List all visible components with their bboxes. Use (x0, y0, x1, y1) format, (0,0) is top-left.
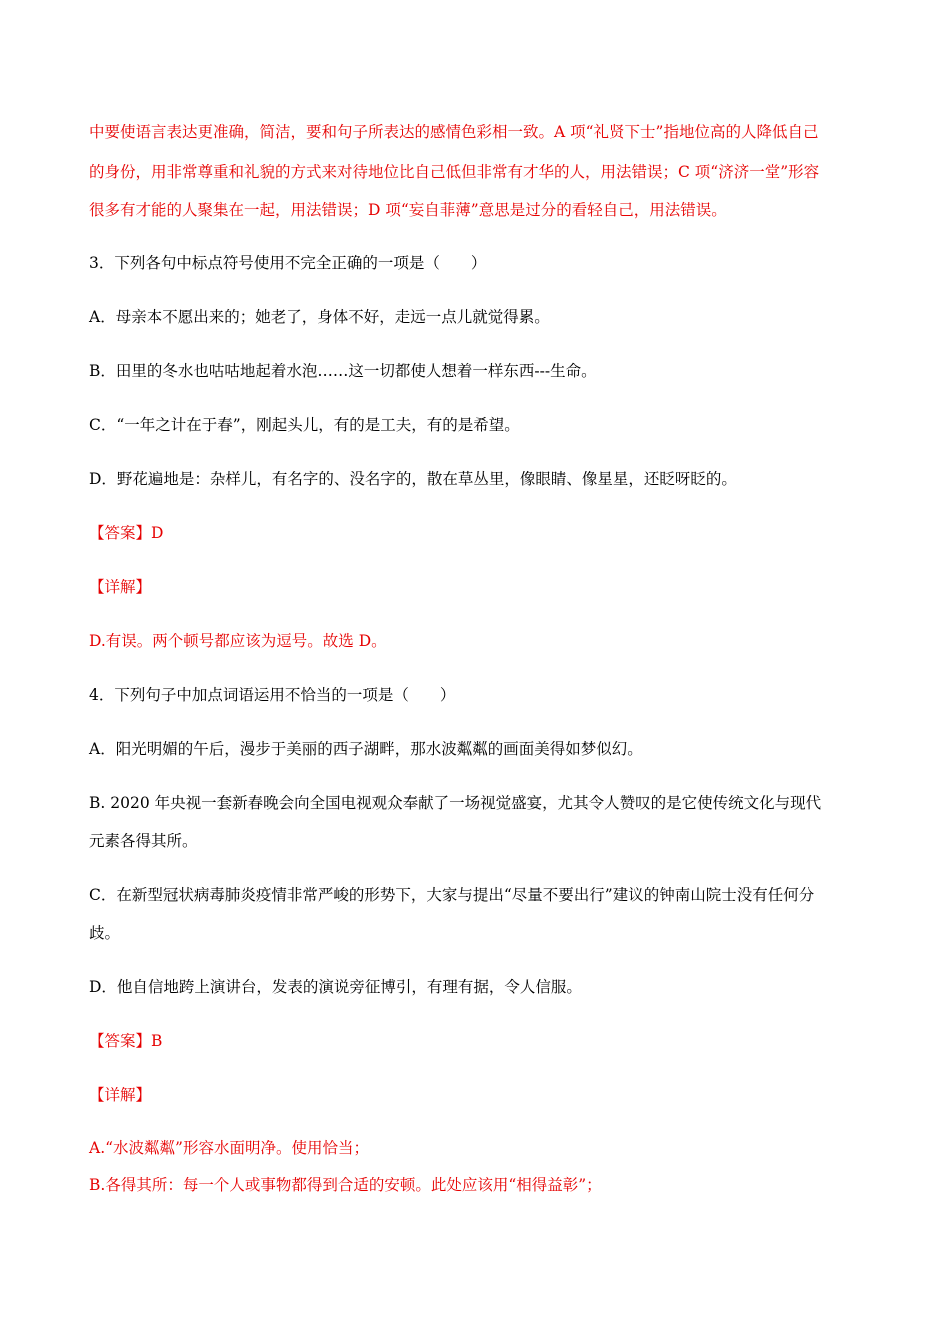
q4-answer: 【答案】B (89, 1032, 163, 1050)
q3-answer: 【答案】D (89, 524, 164, 542)
q4-option-b-line-1: B. 2020 年央视一套新春晚会向全国电视观众奉献了一场视觉盛宴，尤其令人赞叹的是它使传统文化与现代 (89, 794, 822, 812)
q3-option-b: B．田里的冬水也咕咕地起着水泡……这一切都使人想着一样东西---生命。 (89, 362, 597, 380)
q3-option-d: D．野花遍地是：杂样儿，有名字的、没名字的，散在草丛里，像眼睛、像星星，还眨呀眨的。 (89, 470, 737, 488)
q4-option-b-line-2: 元素各得其所。 (89, 832, 198, 850)
q3-detail: D.有误。两个顿号都应该为逗号。故选 D。 (89, 632, 387, 650)
prev-explanation-line-1: 中要使语言表达更准确，简洁，要和句子所表达的感情色彩相一致。A 项“礼贤下士”指地位高的人降低自己 (89, 123, 819, 141)
prev-explanation-line-3: 很多有才能的人聚集在一起，用法错误；D 项“妄自菲薄”意思是过分的看轻自己，用法错误。 (89, 201, 727, 219)
q3-option-c: C．“一年之计在于春”，刚起头儿，有的是工夫，有的是希望。 (89, 416, 520, 434)
q3-stem: 3．下列各句中标点符号使用不完全正确的一项是（ ） (89, 254, 487, 272)
q4-detail-label: 【详解】 (89, 1086, 152, 1104)
q4-option-c-line-2: 歧。 (89, 924, 121, 942)
q3-detail-label: 【详解】 (89, 578, 152, 596)
prev-explanation-line-2: 的身份，用非常尊重和礼貌的方式来对待地位比自己低但非常有才华的人，用法错误；C 项“济济一堂”形容 (89, 163, 820, 181)
q4-option-d: D．他自信地跨上演讲台，发表的演说旁征博引，有理有据，令人信服。 (89, 978, 582, 996)
q4-option-c-line-1: C．在新型冠状病毒肺炎疫情非常严峻的形势下，大家与提出“尽量不要出行”建议的钟南山院士没有任何分 (89, 886, 815, 904)
q4-detail-a: A.“水波粼粼”形容水面明净。使用恰当； (89, 1139, 369, 1157)
q4-stem: 4．下列句子中加点词语运用不恰当的一项是（ ） (89, 686, 456, 704)
q3-option-a: A．母亲本不愿出来的；她老了，身体不好，走远一点儿就觉得累。 (89, 308, 550, 326)
q4-option-a: A．阳光明媚的午后，漫步于美丽的西子湖畔，那水波粼粼的画面美得如梦似幻。 (89, 740, 643, 758)
q4-detail-b: B.各得其所：每一个人或事物都得到合适的安顿。此处应该用“相得益彰”； (89, 1176, 602, 1194)
